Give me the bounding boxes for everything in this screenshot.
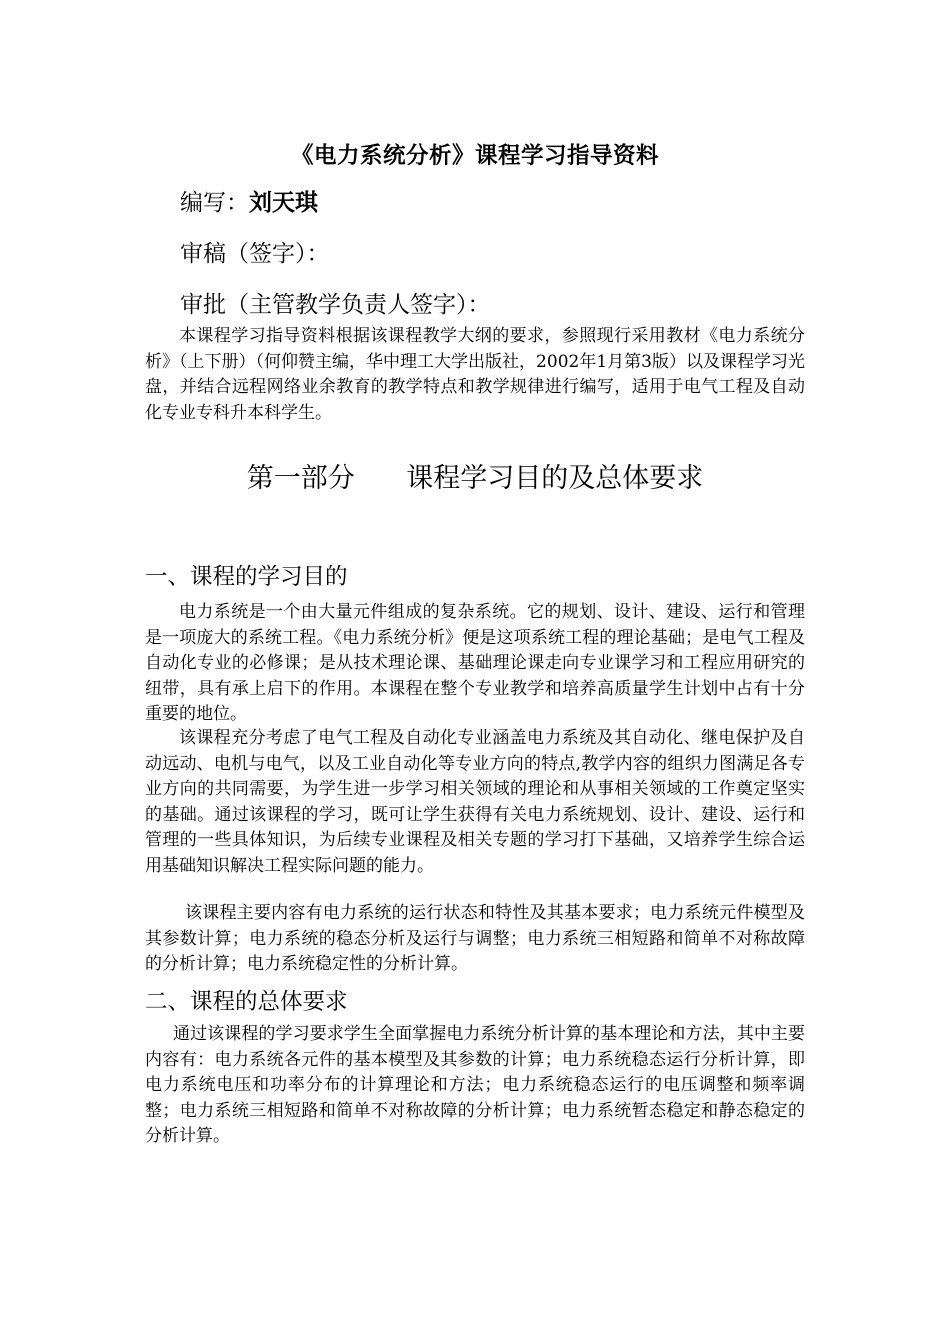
requirements-paragraph: 通过该课程的学习要求学生全面掌握电力系统分析计算的基本理论和方法，其中主要内容有：电力系统各元件的基本模型及其参数的计算；电力系统稳态运行分析计算，即电力系统电压和功率分布的计算理论和方法；电力系统稳态运行的电压调整和频率调整；电力系统三相短路和简单不对称故障的分析计算；电力系统暂态稳定和静态稳定的分析计算。 bbox=[145, 1024, 805, 1146]
author-line bbox=[180, 184, 318, 217]
part-title: 课程学习目的及总体要求 bbox=[406, 463, 704, 494]
author-label: 编写： bbox=[180, 190, 249, 216]
purpose-paragraph-1: 电力系统是一个由大量元件组成的复杂系统。它的规划、设计、建设、运行和管理是一项庞大的系统工程。《电力系统分析》便是这项系统工程的理论基础；是电气工程及自动化专业的必修课；是从技术理论课、基础理论课走向专业课学习和工程应用研究的纽带，具有承上启下的作用。本课程在整个专业教学和培养高质量学生计划中占有十分重要的地位。 bbox=[145, 602, 805, 724]
document-title: 《电力系统分析》课程学习指导资料 bbox=[290, 143, 659, 169]
author-name: 刘天琪 bbox=[249, 189, 318, 216]
part-number: 第一部分 bbox=[246, 463, 355, 494]
section-heading-purpose: 一、课程的学习目的 bbox=[145, 564, 348, 590]
intro-paragraph: 本课程学习指导资料根据该课程教学大纲的要求，参照现行采用教材《电力系统分析》（上下册）（何仰赞主编，华中理工大学出版社，2002年1月第3版）以及课程学习光盘，并结合远程网络业余教育的教学特点和教学规律进行编写，适用于电气工程及自动化专业专科升本科学生。 bbox=[145, 326, 805, 423]
part-heading bbox=[0, 456, 950, 495]
purpose-paragraph-2: 该课程充分考虑了电气工程及自动化专业涵盖电力系统及其自动化、继电保护及自动远动、电机与电气，以及工业自动化等专业方向的特点,教学内容的组织力图满足各专业方向的共同需要，为学生进一步学习相关领域的理论和从事相关领域的工作奠定坚实的基础。通过该课程的学习，既可让学生获得有关电力系统规划、设计、建设、运行和管理的一些具体知识，为后续专业课程及相关专题的学习打下基础，又培养学生综合运用基础知识解决工程实际问题的能力。 bbox=[145, 728, 805, 876]
approver-line: 审批（主管教学负责人签字）： bbox=[180, 292, 491, 318]
section-heading-requirements: 二、课程的总体要求 bbox=[145, 989, 348, 1015]
reviewer-line: 审稿（签字）： bbox=[180, 241, 330, 267]
purpose-paragraph-3: 该课程主要内容有电力系统的运行状态和特性及其基本要求；电力系统元件模型及其参数计算；电力系统的稳态分析及运行与调整；电力系统三相短路和简单不对称故障的分析计算；电力系统稳定性的分析计算。 bbox=[145, 903, 805, 974]
